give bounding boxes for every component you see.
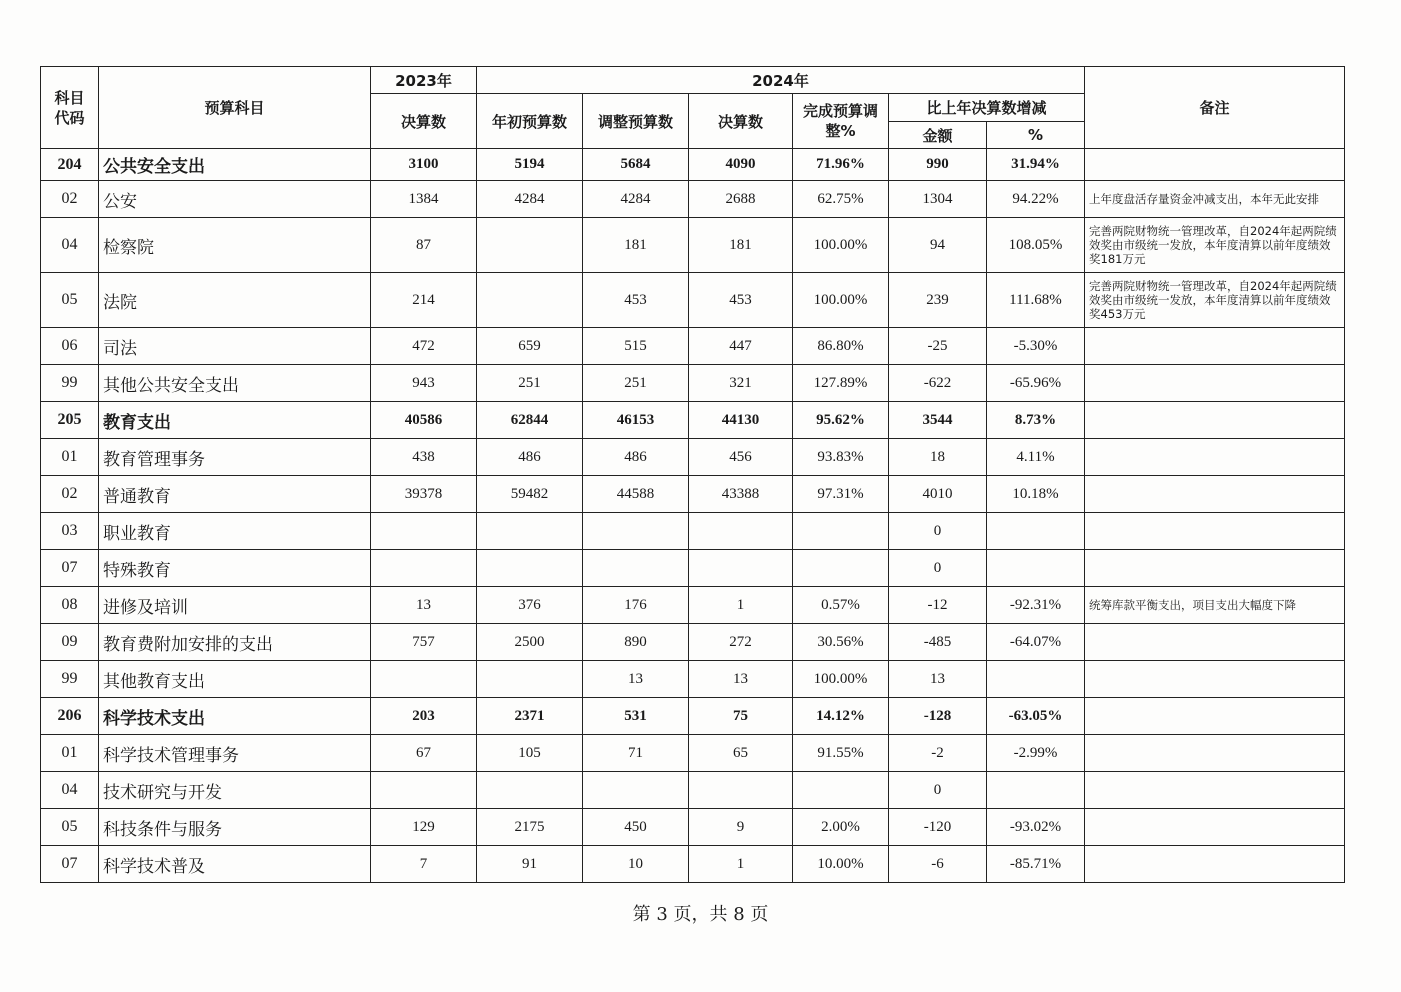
row-code: 99 (41, 661, 99, 698)
cell-prev-final: 7 (371, 846, 477, 883)
cell-prev-final: 757 (371, 624, 477, 661)
table-row (41, 550, 1345, 587)
cell-final: 9 (689, 809, 793, 846)
cell-completion: 62.75% (793, 181, 889, 218)
row-name: 科学技术支出 (99, 698, 371, 735)
row-name: 科学技术管理事务 (99, 735, 371, 772)
row-name: 特殊教育 (99, 550, 371, 587)
cell-adjusted-budget: 181 (583, 218, 689, 273)
cell-adjusted-budget: 5684 (583, 149, 689, 181)
cell-initial-budget: 376 (477, 587, 583, 624)
cell-prev-final: 13 (371, 587, 477, 624)
cell-completion: 86.80% (793, 328, 889, 365)
cell-adjusted-budget (583, 772, 689, 809)
row-name: 科技条件与服务 (99, 809, 371, 846)
cell-change-amount: -25 (889, 328, 987, 365)
cell-remarks (1085, 149, 1345, 181)
row-name: 检察院 (99, 218, 371, 273)
cell-change-pct (987, 513, 1085, 550)
cell-prev-final: 87 (371, 218, 477, 273)
cell-prev-final: 472 (371, 328, 477, 365)
cell-change-pct: 108.05% (987, 218, 1085, 273)
row-name: 其他公共安全支出 (99, 365, 371, 402)
cell-change-pct: -85.71% (987, 846, 1085, 883)
table-row (41, 365, 1345, 402)
cell-adjusted-budget: 251 (583, 365, 689, 402)
cell-change-pct: -93.02% (987, 809, 1085, 846)
cell-final: 2688 (689, 181, 793, 218)
row-name: 科学技术普及 (99, 846, 371, 883)
cell-completion: 2.00% (793, 809, 889, 846)
cell-completion: 14.12% (793, 698, 889, 735)
cell-completion: 30.56% (793, 624, 889, 661)
cell-remarks (1085, 550, 1345, 587)
cell-final (689, 513, 793, 550)
cell-change-amount: 0 (889, 550, 987, 587)
cell-prev-final: 1384 (371, 181, 477, 218)
row-code: 03 (41, 513, 99, 550)
cell-change-pct: -64.07% (987, 624, 1085, 661)
cell-initial-budget: 4284 (477, 181, 583, 218)
cell-prev-final: 943 (371, 365, 477, 402)
cell-final: 447 (689, 328, 793, 365)
cell-final: 75 (689, 698, 793, 735)
table-row (41, 661, 1345, 698)
cell-remarks (1085, 365, 1345, 402)
cell-adjusted-budget: 890 (583, 624, 689, 661)
table-row (41, 439, 1345, 476)
cell-change-amount: 239 (889, 273, 987, 328)
row-name: 普通教育 (99, 476, 371, 513)
cell-change-pct: -5.30% (987, 328, 1085, 365)
row-code: 204 (41, 149, 99, 181)
row-name: 教育管理事务 (99, 439, 371, 476)
cell-change-pct: 4.11% (987, 439, 1085, 476)
cell-initial-budget (477, 661, 583, 698)
cell-prev-final: 67 (371, 735, 477, 772)
row-code: 05 (41, 273, 99, 328)
cell-final: 4090 (689, 149, 793, 181)
cell-completion (793, 550, 889, 587)
row-name: 进修及培训 (99, 587, 371, 624)
cell-remarks (1085, 846, 1345, 883)
cell-remarks (1085, 772, 1345, 809)
cell-completion: 100.00% (793, 661, 889, 698)
cell-change-amount: 4010 (889, 476, 987, 513)
cell-prev-final (371, 661, 477, 698)
cell-final: 43388 (689, 476, 793, 513)
cell-prev-final: 40586 (371, 402, 477, 439)
cell-prev-final: 3100 (371, 149, 477, 181)
cell-change-amount: 3544 (889, 402, 987, 439)
cell-completion: 10.00% (793, 846, 889, 883)
cell-change-amount: -12 (889, 587, 987, 624)
header-final: 决算数 (689, 94, 793, 149)
cell-remarks (1085, 328, 1345, 365)
cell-adjusted-budget: 486 (583, 439, 689, 476)
cell-final: 1 (689, 587, 793, 624)
cell-remarks (1085, 476, 1345, 513)
cell-adjusted-budget (583, 550, 689, 587)
table-row (41, 402, 1345, 439)
row-name: 技术研究与开发 (99, 772, 371, 809)
budget-table (40, 66, 1345, 883)
cell-change-pct: -92.31% (987, 587, 1085, 624)
cell-change-pct: -2.99% (987, 735, 1085, 772)
cell-change-pct: 8.73% (987, 402, 1085, 439)
cell-remarks (1085, 735, 1345, 772)
cell-initial-budget: 2175 (477, 809, 583, 846)
cell-final: 272 (689, 624, 793, 661)
cell-prev-final (371, 513, 477, 550)
cell-initial-budget (477, 273, 583, 328)
cell-prev-final (371, 772, 477, 809)
table-row (41, 587, 1345, 624)
cell-remarks (1085, 624, 1345, 661)
cell-initial-budget (477, 218, 583, 273)
table-row (41, 149, 1345, 181)
header-row-1 (41, 67, 1345, 94)
cell-change-amount: 94 (889, 218, 987, 273)
cell-initial-budget: 91 (477, 846, 583, 883)
row-code: 205 (41, 402, 99, 439)
table-row (41, 809, 1345, 846)
table-row (41, 772, 1345, 809)
page-number: 第 3 页，共 8 页 (632, 904, 769, 925)
cell-remarks (1085, 402, 1345, 439)
cell-adjusted-budget: 531 (583, 698, 689, 735)
row-name: 其他教育支出 (99, 661, 371, 698)
header-adjusted-budget: 调整预算数 (583, 94, 689, 149)
cell-remarks: 统筹库款平衡支出，项目支出大幅度下降 (1085, 587, 1345, 624)
cell-prev-final: 129 (371, 809, 477, 846)
row-name: 教育支出 (99, 402, 371, 439)
header-initial-budget: 年初预算数 (477, 94, 583, 149)
row-code: 04 (41, 772, 99, 809)
cell-completion: 97.31% (793, 476, 889, 513)
cell-completion: 100.00% (793, 273, 889, 328)
cell-final: 453 (689, 273, 793, 328)
cell-initial-budget (477, 550, 583, 587)
cell-adjusted-budget: 450 (583, 809, 689, 846)
cell-final: 44130 (689, 402, 793, 439)
row-name: 司法 (99, 328, 371, 365)
cell-completion: 100.00% (793, 218, 889, 273)
row-code: 01 (41, 735, 99, 772)
row-code: 06 (41, 328, 99, 365)
cell-adjusted-budget: 176 (583, 587, 689, 624)
header-completion: 完成预算调 整% (793, 94, 889, 149)
cell-adjusted-budget: 453 (583, 273, 689, 328)
cell-completion (793, 772, 889, 809)
cell-change-amount: 13 (889, 661, 987, 698)
cell-final (689, 550, 793, 587)
row-code: 02 (41, 476, 99, 513)
cell-adjusted-budget: 46153 (583, 402, 689, 439)
table-body (41, 149, 1345, 883)
cell-change-amount: 1304 (889, 181, 987, 218)
row-code: 07 (41, 846, 99, 883)
cell-completion: 93.83% (793, 439, 889, 476)
table-row (41, 624, 1345, 661)
cell-completion (793, 513, 889, 550)
header-change-pct: % (987, 122, 1085, 149)
cell-remarks (1085, 661, 1345, 698)
row-code: 206 (41, 698, 99, 735)
cell-initial-budget (477, 772, 583, 809)
cell-change-pct: 10.18% (987, 476, 1085, 513)
cell-completion: 127.89% (793, 365, 889, 402)
row-name: 职业教育 (99, 513, 371, 550)
cell-change-pct: -63.05% (987, 698, 1085, 735)
cell-change-amount: 0 (889, 513, 987, 550)
cell-change-pct: 111.68% (987, 273, 1085, 328)
table-row (41, 698, 1345, 735)
cell-initial-budget: 2371 (477, 698, 583, 735)
cell-final: 321 (689, 365, 793, 402)
cell-adjusted-budget: 44588 (583, 476, 689, 513)
cell-remarks (1085, 439, 1345, 476)
header-year-2024: 2024年 (477, 67, 1085, 94)
cell-change-amount: -622 (889, 365, 987, 402)
cell-adjusted-budget: 71 (583, 735, 689, 772)
cell-adjusted-budget (583, 513, 689, 550)
row-code: 99 (41, 365, 99, 402)
cell-change-pct (987, 661, 1085, 698)
cell-change-amount: -2 (889, 735, 987, 772)
table-row (41, 476, 1345, 513)
cell-remarks (1085, 809, 1345, 846)
cell-prev-final: 214 (371, 273, 477, 328)
cell-completion: 91.55% (793, 735, 889, 772)
cell-remarks: 上年度盘活存量资金冲减支出，本年无此安排 (1085, 181, 1345, 218)
cell-initial-budget: 486 (477, 439, 583, 476)
cell-completion: 95.62% (793, 402, 889, 439)
cell-prev-final: 203 (371, 698, 477, 735)
cell-change-pct (987, 772, 1085, 809)
cell-adjusted-budget: 515 (583, 328, 689, 365)
row-code: 02 (41, 181, 99, 218)
cell-initial-budget: 659 (477, 328, 583, 365)
cell-initial-budget: 5194 (477, 149, 583, 181)
cell-change-amount: -6 (889, 846, 987, 883)
cell-completion: 71.96% (793, 149, 889, 181)
cell-final (689, 772, 793, 809)
cell-final: 65 (689, 735, 793, 772)
cell-change-amount: -128 (889, 698, 987, 735)
table-row (41, 513, 1345, 550)
cell-final: 181 (689, 218, 793, 273)
header-remarks: 备注 (1085, 67, 1345, 149)
header-subject: 预算科目 (99, 67, 371, 149)
cell-remarks: 完善两院财物统一管理改革，自2024年起两院绩效奖由市级统一发放，本年度清算以前年度绩效奖453万元 (1085, 273, 1345, 328)
row-code: 08 (41, 587, 99, 624)
header-change-amount: 金额 (889, 122, 987, 149)
header-code: 科目 代码 (41, 67, 99, 149)
cell-remarks (1085, 513, 1345, 550)
cell-prev-final: 39378 (371, 476, 477, 513)
row-name: 法院 (99, 273, 371, 328)
cell-change-amount: 18 (889, 439, 987, 476)
cell-initial-budget: 2500 (477, 624, 583, 661)
cell-initial-budget: 62844 (477, 402, 583, 439)
cell-prev-final (371, 550, 477, 587)
cell-initial-budget: 59482 (477, 476, 583, 513)
cell-adjusted-budget: 10 (583, 846, 689, 883)
row-name: 公共安全支出 (99, 149, 371, 181)
cell-remarks (1085, 698, 1345, 735)
cell-change-pct: 31.94% (987, 149, 1085, 181)
cell-initial-budget (477, 513, 583, 550)
cell-adjusted-budget: 4284 (583, 181, 689, 218)
cell-remarks: 完善两院财物统一管理改革，自2024年起两院绩效奖由市级统一发放，本年度清算以前年度绩效奖181万元 (1085, 218, 1345, 273)
table-row (41, 181, 1345, 218)
cell-change-pct: 94.22% (987, 181, 1085, 218)
cell-change-pct (987, 550, 1085, 587)
header-prev-final: 决算数 (371, 94, 477, 149)
cell-change-amount: 990 (889, 149, 987, 181)
cell-initial-budget: 105 (477, 735, 583, 772)
row-code: 05 (41, 809, 99, 846)
table-row (41, 735, 1345, 772)
row-name: 公安 (99, 181, 371, 218)
cell-final: 13 (689, 661, 793, 698)
cell-adjusted-budget: 13 (583, 661, 689, 698)
cell-change-amount: 0 (889, 772, 987, 809)
row-code: 07 (41, 550, 99, 587)
cell-prev-final: 438 (371, 439, 477, 476)
cell-final: 1 (689, 846, 793, 883)
table-row (41, 846, 1345, 883)
table-row (41, 328, 1345, 365)
header-year-2023: 2023年 (371, 67, 477, 94)
cell-final: 456 (689, 439, 793, 476)
cell-change-amount: -485 (889, 624, 987, 661)
row-code: 09 (41, 624, 99, 661)
row-code: 04 (41, 218, 99, 273)
row-code: 01 (41, 439, 99, 476)
table-row (41, 273, 1345, 328)
cell-change-amount: -120 (889, 809, 987, 846)
header-change-group: 比上年决算数增减 (889, 94, 1085, 122)
cell-completion: 0.57% (793, 587, 889, 624)
row-name: 教育费附加安排的支出 (99, 624, 371, 661)
table-row (41, 218, 1345, 273)
cell-change-pct: -65.96% (987, 365, 1085, 402)
cell-initial-budget: 251 (477, 365, 583, 402)
